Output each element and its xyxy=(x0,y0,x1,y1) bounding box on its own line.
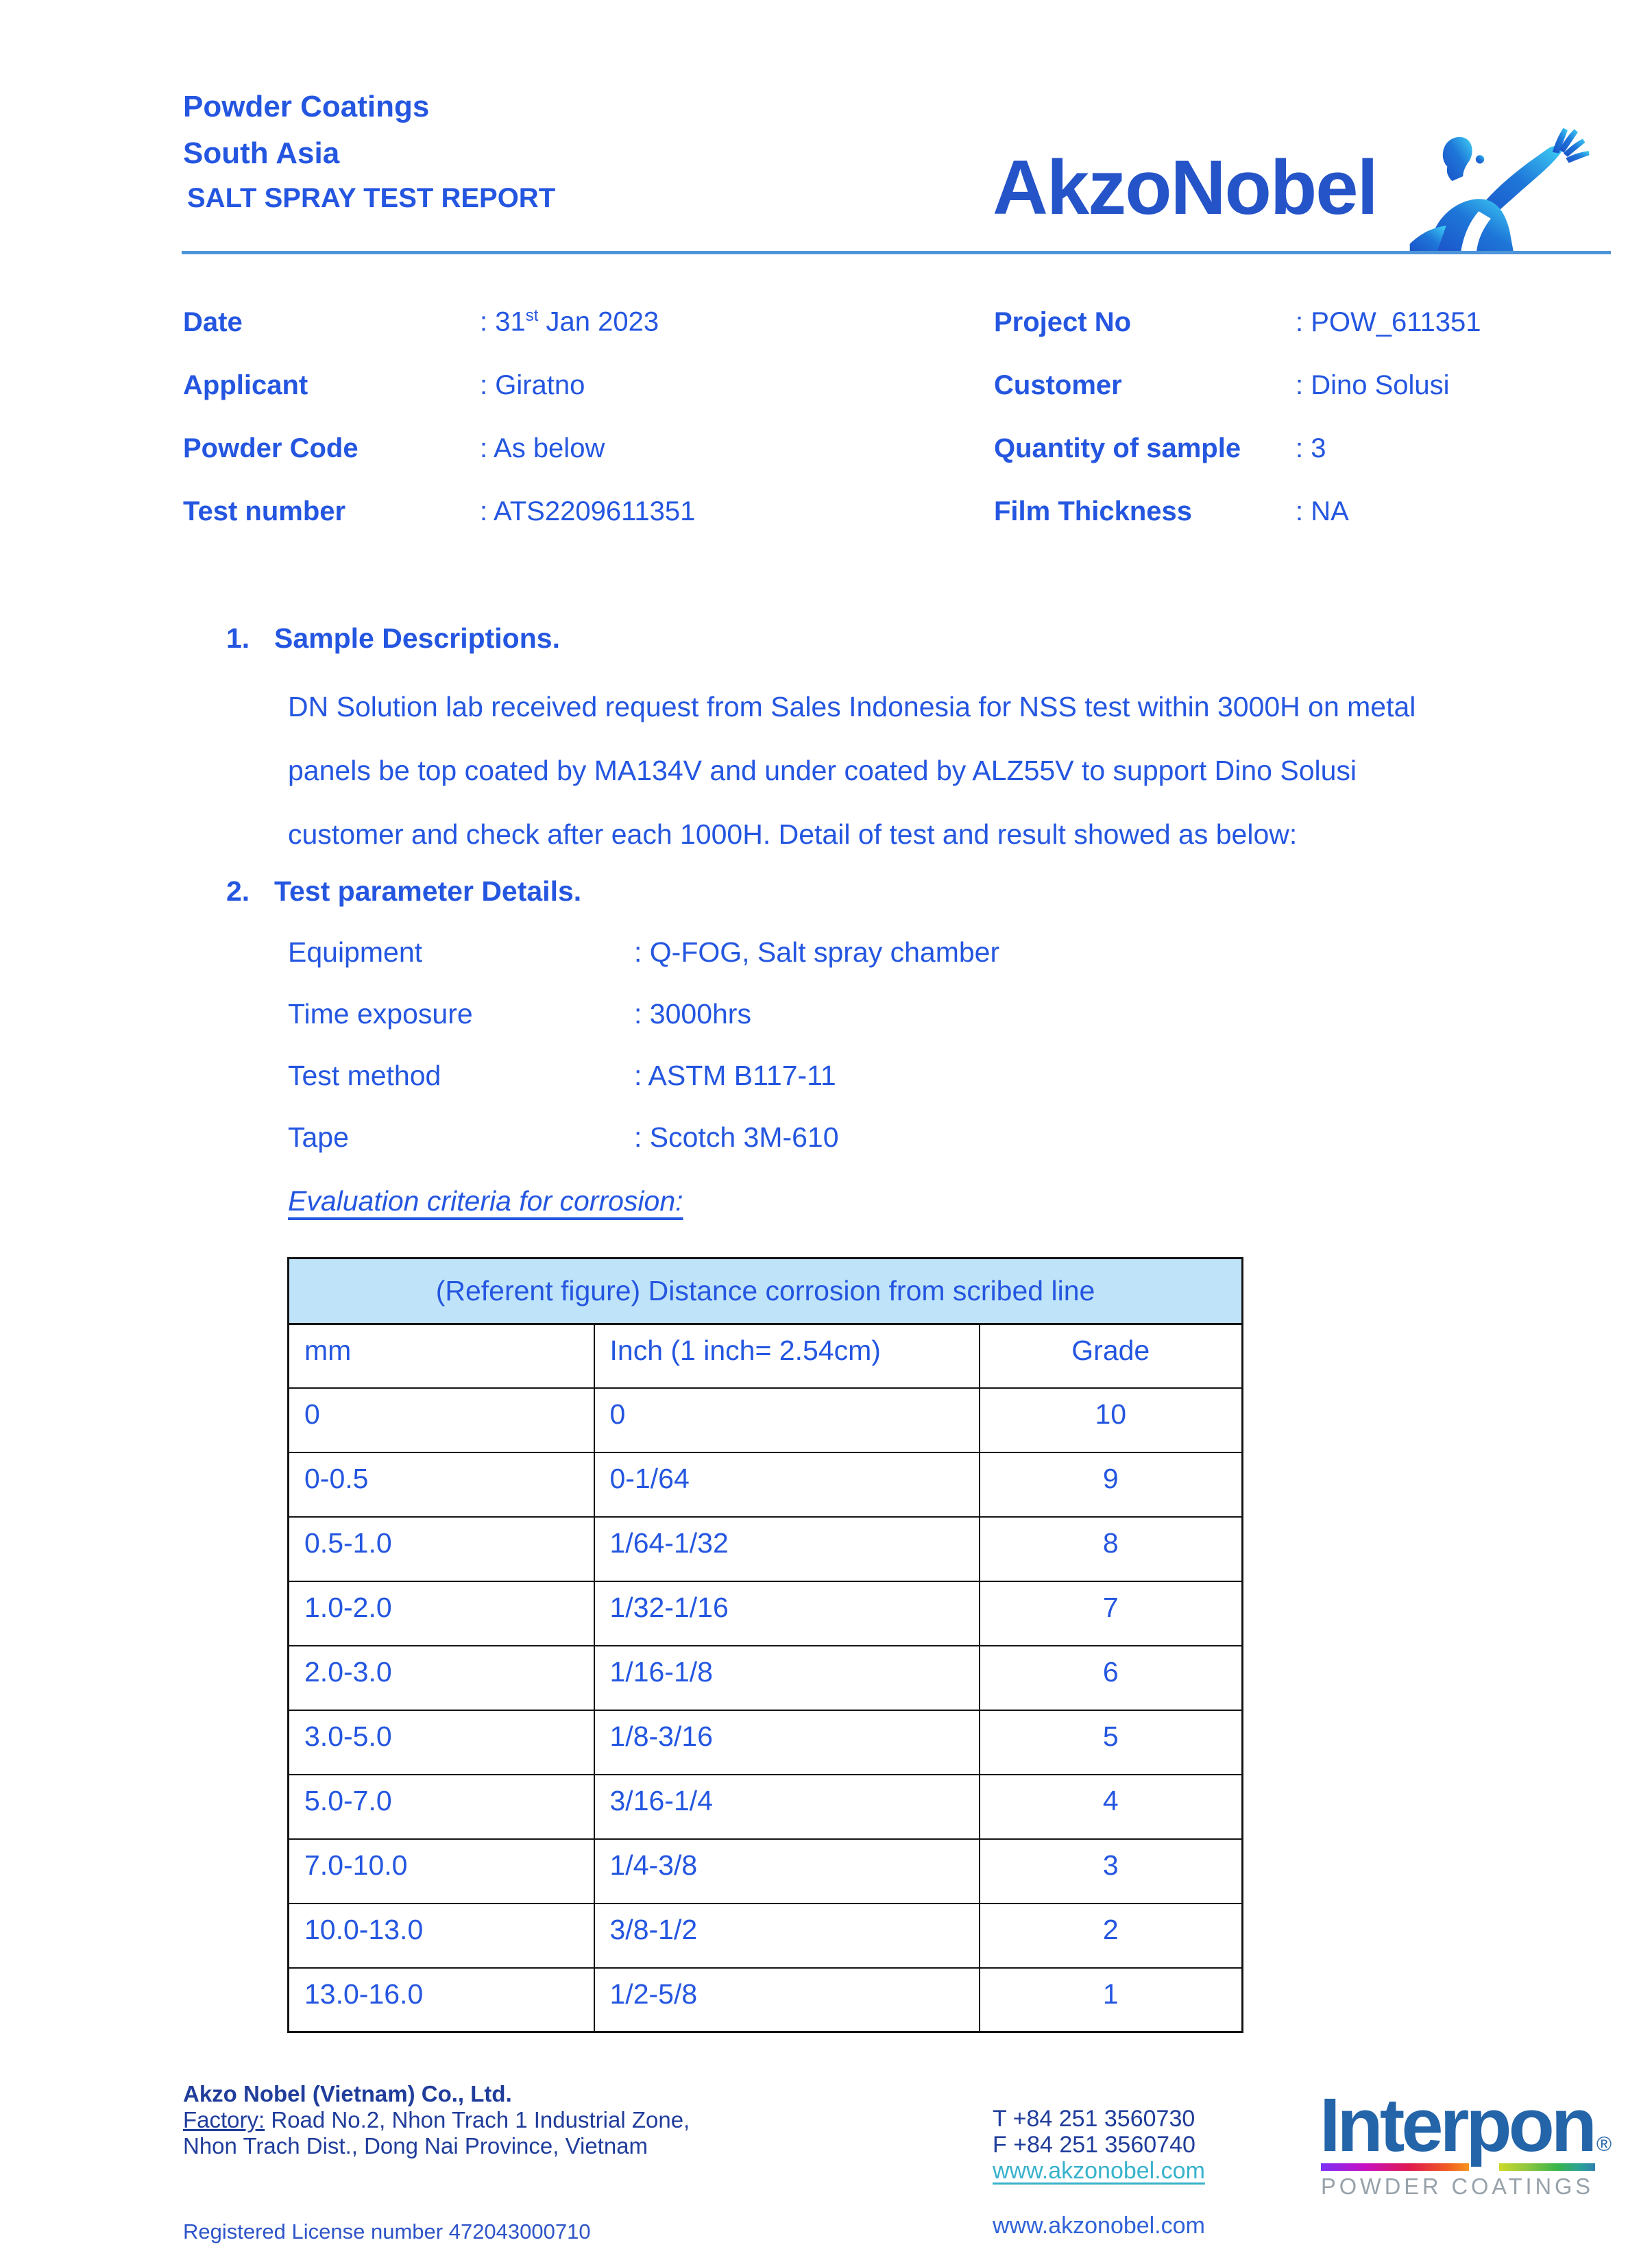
table-column-header-row xyxy=(289,1324,1243,1388)
date-superscript: st xyxy=(525,306,539,326)
info-label-quantity: Quantity of sample xyxy=(994,433,1241,463)
info-value-applicant: : Giratno xyxy=(480,369,585,400)
cell-inch: 3/8-1/2 xyxy=(594,1904,980,1968)
footer-phone-t: T +84 251 3560730 xyxy=(993,2106,1195,2132)
cell-grade: 9 xyxy=(980,1452,1243,1517)
section1-paragraph xyxy=(288,675,1416,866)
cell-mm: 0 xyxy=(289,1388,594,1452)
info-value-test-number: : ATS2209611351 xyxy=(480,496,696,526)
brand-line2: South Asia xyxy=(183,136,340,170)
parameter-list xyxy=(288,921,999,1168)
paragraph-line: DN Solution lab received request from Sales Indonesia for NSS test within 3000H on metal xyxy=(288,691,1416,722)
table-row xyxy=(289,1646,1243,1710)
param-value: : Scotch 3M-610 xyxy=(634,1121,839,1153)
date-prefix: : 31 xyxy=(480,306,526,337)
footer-address-line2: Nhon Trach Dist., Dong Nai Province, Vietnam xyxy=(183,2133,648,2158)
table-title-row xyxy=(289,1258,1243,1324)
cell-grade: 6 xyxy=(980,1646,1243,1710)
info-value-project-no: : POW_611351 xyxy=(1296,306,1481,337)
akzonobel-figure-icon xyxy=(1390,121,1611,254)
paragraph-line: panels be top coated by MA134V and under coated by ALZ55V to support Dino Solusi xyxy=(288,755,1357,786)
param-value: : ASTM B117-11 xyxy=(634,1060,836,1091)
table-row xyxy=(289,1839,1243,1904)
cell-inch: 0-1/64 xyxy=(594,1452,980,1517)
section2-title: Test parameter Details. xyxy=(274,875,582,907)
param-label: Equipment xyxy=(288,936,423,968)
cell-mm: 0.5-1.0 xyxy=(289,1517,594,1581)
cell-mm: 10.0-13.0 xyxy=(289,1904,594,1968)
info-label-test-number: Test number xyxy=(183,496,346,526)
evaluation-criteria-heading: Evaluation criteria for corrosion: xyxy=(288,1185,683,1217)
cell-grade: 5 xyxy=(980,1710,1243,1775)
interpon-wordmark: Interpon xyxy=(1320,2083,1595,2167)
header-divider xyxy=(182,251,1611,254)
footer-website-link[interactable]: www.akzonobel.com xyxy=(993,2158,1205,2184)
cell-inch: 1/32-1/16 xyxy=(594,1581,980,1646)
cell-inch: 1/64-1/32 xyxy=(594,1517,980,1581)
info-value-date xyxy=(480,306,994,337)
info-label-powder-code: Powder Code xyxy=(183,433,359,463)
corrosion-criteria-table xyxy=(287,1257,1243,2033)
cell-grade: 10 xyxy=(980,1388,1243,1452)
section-sample-descriptions xyxy=(226,619,1416,866)
info-label-film-thickness: Film Thickness xyxy=(994,496,1192,526)
interpon-tagline: POWDER COATINGS xyxy=(1321,2174,1594,2199)
param-row-tape xyxy=(288,1106,999,1168)
footer-factory-label: Factory: xyxy=(183,2107,265,2132)
section2-number: 2. xyxy=(226,875,250,907)
param-value: : Q-FOG, Salt spray chamber xyxy=(634,936,1000,968)
info-label-customer: Customer xyxy=(994,369,1122,400)
section1-heading xyxy=(226,619,1416,657)
param-label: Test method xyxy=(288,1060,441,1091)
brand-line1: Powder Coatings xyxy=(183,90,430,123)
cell-inch: 1/2-5/8 xyxy=(594,1968,980,2032)
footer-factory-line xyxy=(183,2107,690,2133)
table-row xyxy=(289,1581,1243,1646)
column-header-inch: Inch (1 inch= 2.54cm) xyxy=(594,1324,980,1388)
cell-mm: 7.0-10.0 xyxy=(289,1839,594,1904)
section-test-parameters xyxy=(226,872,999,1221)
section2-heading xyxy=(226,872,999,910)
footer-company-block xyxy=(183,2081,690,2159)
info-label-date: Date xyxy=(183,306,243,337)
table-row xyxy=(289,1775,1243,1839)
param-label: Time exposure xyxy=(288,998,473,1030)
cell-inch: 1/16-1/8 xyxy=(594,1646,980,1710)
param-row-equipment xyxy=(288,921,999,983)
cell-grade: 7 xyxy=(980,1581,1243,1646)
cell-mm: 1.0-2.0 xyxy=(289,1581,594,1646)
info-value-customer: : Dino Solusi xyxy=(1296,369,1450,400)
cell-mm: 0-0.5 xyxy=(289,1452,594,1517)
cell-inch: 1/4-3/8 xyxy=(594,1839,980,1904)
cell-mm: 3.0-5.0 xyxy=(289,1710,594,1775)
info-label-applicant: Applicant xyxy=(183,369,308,400)
report-title: SALT SPRAY TEST REPORT xyxy=(187,183,556,213)
interpon-logo xyxy=(1320,2082,1614,2200)
cell-grade: 3 xyxy=(980,1839,1243,1904)
param-label: Tape xyxy=(288,1121,349,1153)
footer-company-name: Akzo Nobel (Vietnam) Co., Ltd. xyxy=(183,2081,512,2106)
column-header-grade: Grade xyxy=(980,1324,1243,1388)
info-value-quantity: : 3 xyxy=(1296,433,1326,463)
cell-inch: 0 xyxy=(594,1388,980,1452)
cell-inch: 3/16-1/4 xyxy=(594,1775,980,1839)
cell-mm: 13.0-16.0 xyxy=(289,1968,594,2032)
interpon-registered-mark: ® xyxy=(1596,2133,1612,2156)
footer-phone-f: F +84 251 3560740 xyxy=(993,2132,1195,2158)
param-value: : 3000hrs xyxy=(634,998,751,1030)
info-label-project-no: Project No xyxy=(994,306,1132,337)
cell-mm: 2.0-3.0 xyxy=(289,1646,594,1710)
paragraph-line: customer and check after each 1000H. Detail of test and result showed as below: xyxy=(288,818,1298,850)
cell-mm: 5.0-7.0 xyxy=(289,1775,594,1839)
akzonobel-wordmark: AkzoNobel xyxy=(993,145,1377,230)
footer-registered-license: Registered License number 472043000710 xyxy=(183,2220,591,2243)
column-header-mm: mm xyxy=(289,1324,594,1388)
section1-title: Sample Descriptions. xyxy=(274,622,560,654)
cell-grade: 1 xyxy=(980,1968,1243,2032)
table-row xyxy=(289,1452,1243,1517)
table-row xyxy=(289,1517,1243,1581)
section1-number: 1. xyxy=(226,622,250,654)
footer-contact-block xyxy=(993,2106,1205,2184)
table-row xyxy=(289,1710,1243,1775)
table-title: (Referent figure) Distance corrosion from scribed line xyxy=(289,1258,1243,1324)
cell-grade: 4 xyxy=(980,1775,1243,1839)
info-fields xyxy=(183,291,1609,543)
brand-header xyxy=(183,84,555,219)
table-row xyxy=(289,1968,1243,2032)
table-row xyxy=(289,1388,1243,1452)
info-value-powder-code: : As below xyxy=(480,433,605,463)
footer-website-plain[interactable]: www.akzonobel.com xyxy=(993,2213,1205,2239)
cell-grade: 2 xyxy=(980,1904,1243,1968)
cell-inch: 1/8-3/16 xyxy=(594,1710,980,1775)
footer-factory-address: Road No.2, Nhon Trach 1 Industrial Zone, xyxy=(265,2107,690,2132)
date-suffix: Jan 2023 xyxy=(538,306,659,337)
param-row-test-method xyxy=(288,1045,999,1106)
cell-grade: 8 xyxy=(980,1517,1243,1581)
info-value-film-thickness: : NA xyxy=(1296,496,1349,526)
table-row xyxy=(289,1904,1243,1968)
param-row-time-exposure xyxy=(288,983,999,1045)
